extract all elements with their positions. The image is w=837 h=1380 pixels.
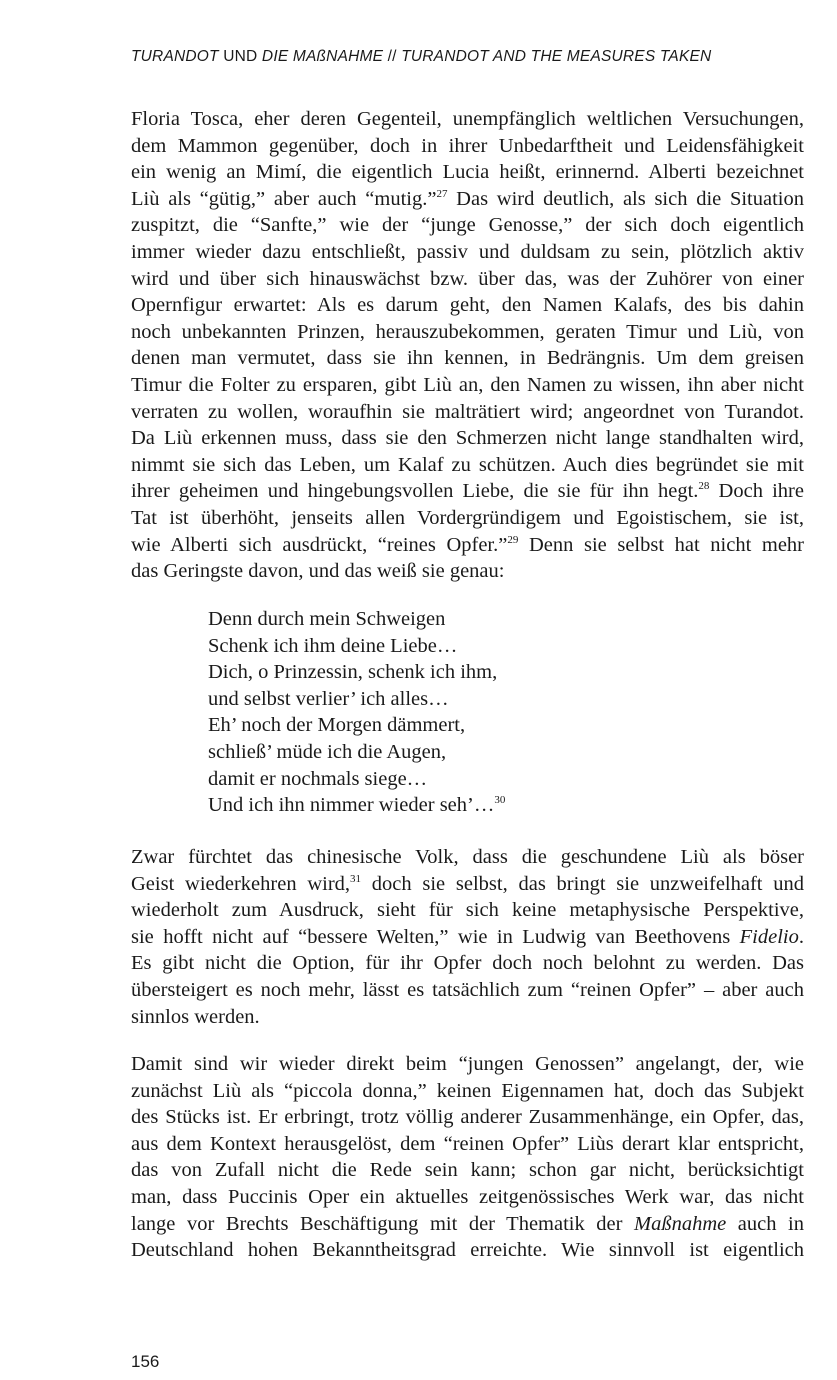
text-line [131, 478, 804, 505]
work-title-fidelio: Fidelio [739, 925, 799, 948]
text-line: verraten zu wollen, woraufhin sie malträtiert wird; angeordnet von Turandot. [131, 400, 804, 423]
text-segment: sie hofft nicht auf “bessere Welten,” wie in Ludwig van Beethovens [131, 925, 740, 948]
text-segment: . [798, 925, 804, 948]
text-segment: doch sie selbst, das bringt sie unzweifelhaft und [361, 872, 804, 895]
text-line: wiederholt zum Ausdruck, sieht für sich keine metaphysische Perspektive, [131, 899, 804, 922]
text-line [131, 1211, 804, 1238]
footnote-marker-31: 31 [350, 872, 362, 885]
text-line: Timur die Folter zu ersparen, gibt Liù an, den Namen zu wissen, ihn aber nicht [131, 373, 804, 396]
text-line: Floria Tosca, eher deren Gegenteil, unempfänglich weltlichen Versuchungen, [131, 108, 804, 130]
text-segment: lange vor Brechts Beschäftigung mit der Thematik der [131, 1212, 635, 1235]
paragraph-2 [131, 844, 804, 1030]
text-line: zuspitzt, die “Sanfte,” wie der “junge Genosse,” der sich doch eigentlich [131, 214, 804, 237]
text-segment: Doch ihre [709, 480, 804, 503]
verse-quotation [208, 606, 505, 819]
text-line: Tat ist überhöht, jenseits allen Vordergründigem und Egoistischem, sie ist, [131, 506, 804, 529]
verse-line: Denn durch mein Schweigen [208, 608, 446, 630]
text-line: Damit sind wir wieder direkt beim “jungen Genossen” angelangt, der, wie [131, 1053, 804, 1075]
text-segment: Und ich ihn nimmer wieder seh’… [208, 794, 495, 817]
text-line: nimmt sie sich das Leben, um Kalaf zu schützen. Auch dies begründet sie mit [131, 453, 804, 476]
verse-line: und selbst verlier’ ich alles… [208, 687, 449, 710]
text-line [131, 924, 804, 951]
running-head-title-c: TURANDOT [401, 48, 489, 65]
text-line: sinnlos werden. [131, 1005, 260, 1028]
running-head-separator: // [383, 48, 402, 65]
text-line: aus dem Kontext herausgelöst, dem “reinen Opfer” Liùs derart klar entspricht, [131, 1132, 804, 1155]
running-head-title-d: AND THE MEASURES TAKEN [488, 48, 712, 65]
text-line: wird und über sich hinauswächst bzw. über das, was der Zuhörer von einer [131, 267, 804, 290]
verse-line: Schenk ich ihm deine Liebe… [208, 634, 458, 657]
verse-line [208, 792, 505, 819]
text-line [131, 532, 804, 559]
footnote-marker-28: 28 [698, 480, 710, 493]
text-line: Deutschland hohen Bekanntheitsgrad erreichte. Wie sinnvoll ist eigentlich [131, 1239, 804, 1262]
work-title-massnahme: Maßnahme [634, 1212, 727, 1235]
text-segment: Liù als “gütig,” aber auch “mutig.” [131, 187, 437, 210]
running-head-conjunction: UND [218, 48, 262, 65]
text-line: das von Zufall nicht die Rede sein kann; schon gar nicht, berücksichtigt [131, 1159, 804, 1182]
footnote-marker-27: 27 [436, 187, 448, 200]
text-segment: wie Alberti sich ausdrückt, “reines Opfer.” [131, 533, 508, 556]
page-number: 156 [131, 1352, 160, 1371]
text-line: Opernfigur erwartet: Als es darum geht, den Namen Kalafs, des bis dahin [131, 294, 804, 317]
verse-line: Eh’ noch der Morgen dämmert, [208, 714, 466, 737]
verse-line: damit er nochmals siege… [208, 767, 428, 790]
text-line [131, 871, 804, 898]
text-line: man, dass Puccinis Oper ein aktuelles zeitgenössisches Werk war, das nicht [131, 1185, 804, 1208]
text-line: übersteigert es noch mehr, lässt es tatsächlich zum “reinen Opfer” – aber auch [131, 978, 804, 1001]
text-line: das Geringste davon, und das weiß sie genau: [131, 560, 505, 583]
text-line: noch unbekannten Prinzen, herauszubekommen, geraten Timur und Liù, von [131, 320, 804, 343]
text-segment: auch in [726, 1212, 804, 1235]
text-line [131, 186, 804, 213]
running-head-title-a: TURANDOT [131, 48, 219, 65]
text-line: denen man vermutet, dass sie ihn kennen, in Bedrängnis. Um dem greisen [131, 347, 804, 370]
text-line: Da Liù erkennen muss, dass sie den Schmerzen nicht lange standhalten wird, [131, 427, 804, 450]
text-line: Es gibt nicht die Option, für ihr Opfer doch noch belohnt zu werden. Das [131, 952, 804, 975]
text-line: zunächst Liù als “piccola donna,” keinen Eigennamen hat, doch das Subjekt [131, 1079, 804, 1102]
text-line: dem Mammon gegenüber, doch in ihrer Unbedarftheit und Leidensfähigkeit [131, 134, 804, 157]
running-head [131, 48, 811, 66]
text-line: des Stücks ist. Er erbringt, trotz völlig anderer Zusammenhänge, ein Opfer, das, [131, 1106, 804, 1129]
text-segment: Das wird deutlich, als sich die Situation [447, 187, 804, 210]
text-segment: ihrer geheimen und hingebungsvollen Liebe, die sie für ihn hegt. [131, 480, 699, 503]
paragraph-1 [131, 106, 804, 585]
footnote-marker-30: 30 [494, 794, 506, 807]
text-segment: Geist wiederkehren wird, [131, 872, 351, 895]
text-line: ein wenig an Mimí, die eigentlich Lucia heißt, erinnernd. Alberti bezeichnet [131, 161, 804, 184]
verse-line: Dich, o Prinzessin, schenk ich ihm, [208, 661, 498, 684]
paragraph-3 [131, 1051, 804, 1264]
text-segment: Denn sie selbst hat nicht mehr [518, 533, 805, 556]
running-head-title-b: DIE MAßNAHME [261, 48, 384, 65]
text-line: Zwar fürchtet das chinesische Volk, dass die geschundene Liù als böser [131, 846, 804, 868]
footnote-marker-29: 29 [507, 533, 519, 546]
text-line: immer wieder dazu entschließt, passiv und duldsam zu sein, plötzlich aktiv [131, 240, 804, 263]
verse-line: schließ’ müde ich die Augen, [208, 740, 447, 763]
